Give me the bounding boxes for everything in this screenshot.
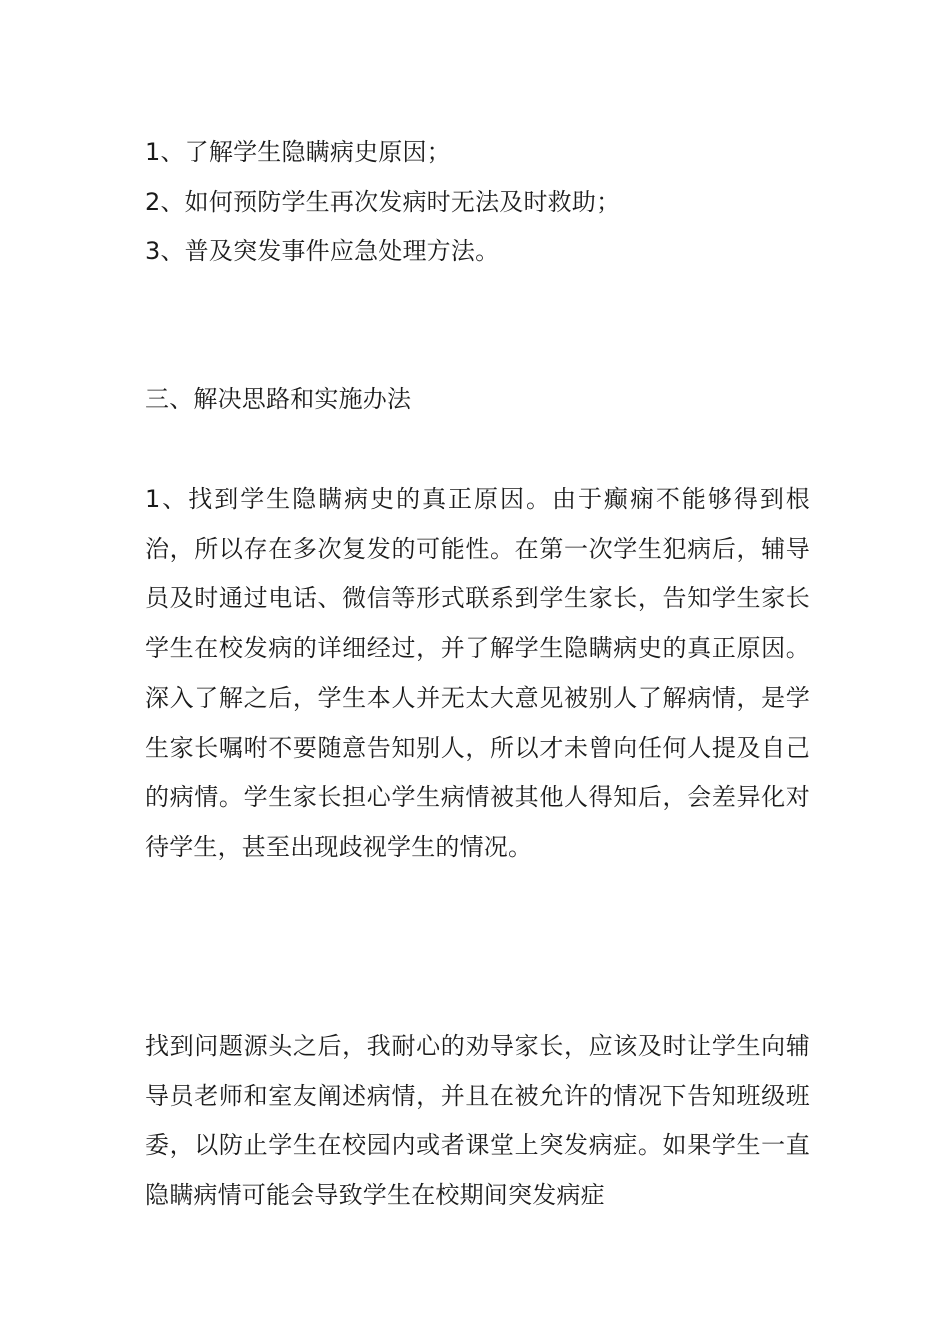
list-item: 2、如何预防学生再次发病时无法及时救助； xyxy=(145,187,621,216)
section-heading: 三、解决思路和实施办法 xyxy=(145,385,412,413)
list-item: 3、普及突发事件应急处理方法。 xyxy=(145,237,500,266)
numbered-list xyxy=(145,128,810,277)
body-paragraph: 找到问题源头之后，我耐心的劝导家长，应该及时让学生向辅导员老师和室友阐述病情，并且在被允许的情况下告知班级班委，以防止学生在校园内或者课堂上突发病症。如果学生一直隐瞒病情可能会导致学生在校期间突发病症 xyxy=(145,1032,810,1210)
list-item: 1、了解学生隐瞒病史原因； xyxy=(145,138,451,166)
body-paragraph: 1、找到学生隐瞒病史的真正原因。由于癫痫不能够得到根治，所以存在多次复发的可能性。在第一次学生犯病后，辅导员及时通过电话、微信等形式联系到学生家长，告知学生家长学生在校发病的详细经过，并了解学生隐瞒病史的真正原因。深入了解之后，学生本人并无太大意见被别人了解病情，是学生家长嘱咐不要随意告知别人，所以才未曾向任何人提及自己的病情。学生家长担心学生病情被其他人得知后，会差异化对待学生，甚至出现歧视学生的情况。 xyxy=(145,485,810,861)
